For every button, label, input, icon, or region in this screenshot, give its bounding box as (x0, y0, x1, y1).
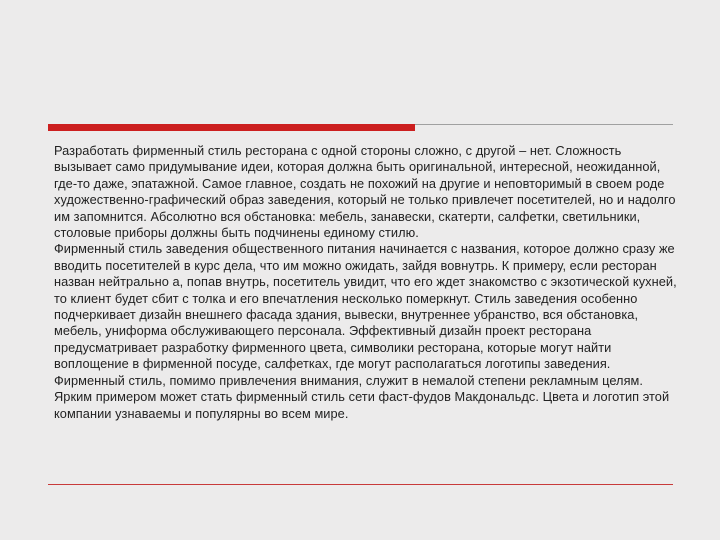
accent-bar (48, 124, 415, 131)
paragraph-3: Фирменный стиль, помимо привлечения внимания, служит в немалой степени рекламным целям. Ярким примером может стать фирменный стиль сети фаст-фудов Макдональдс. Цвета и логотип этой компании узнаваемы и популярны во всем мире. (54, 372, 670, 421)
paragraph-1: Разработать фирменный стиль ресторана с одной стороны сложно, с другой – нет. Сложность вызывает само придумывание идеи, которая должна быть оригинальной, интересной, неожиданной, где-то даже, эпатажной. Самое главное, создать не похожий на другие и неповторимый в своем роде художественно-графический образ заведения, который не только привлечет посетителей, но и надолго им запомнится. Абсолютно вся обстановка: мебель, занавески, скатерти, салфетки, светильники, столовые приборы должны быть подчинены единому стилю. (54, 143, 676, 241)
paragraph-2: Фирменный стиль заведения общественного питания начинается с названия, которое должно сразу же вводить посетителей в курс дела, что им можно ожидать, зайдя вовнутрь. К примеру, если ресторан назван нейтрально а, попав внутрь, посетитель увидит, что его ждет знакомство с экзотической кухней, то клиент будет сбит с толка и его впечатления несколько померкнут. Стиль заведения особенно подчеркивает дизайн внешнего фасада здания, вывески, внутреннее убранство, вся обстановка, мебель, униформа обслуживающего персонала. Эффективный дизайн проект ресторана предусматривает разработку фирменного цвета, символики ресторана, которые могут найти воплощение в фирменной посуде, салфетках, где могут располагаться логотипы заведения. (54, 241, 677, 372)
bottom-divider-line (48, 484, 673, 485)
body-text (54, 143, 680, 422)
